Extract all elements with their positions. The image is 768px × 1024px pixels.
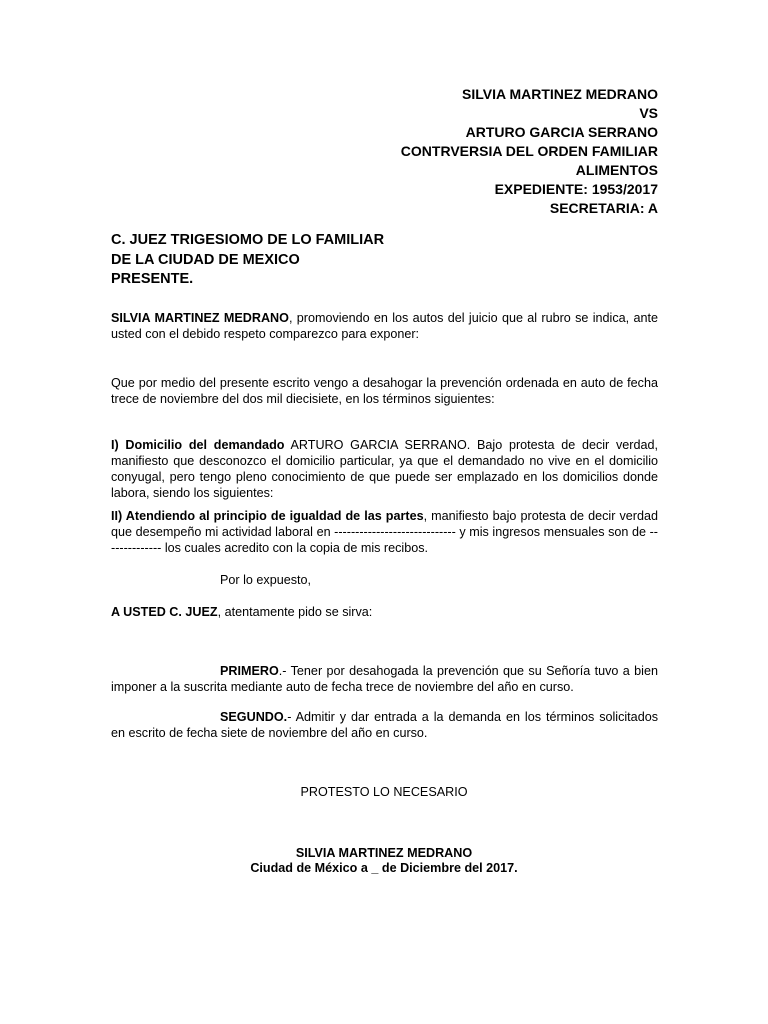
protesto-line: PROTESTO LO NECESARIO [300, 785, 468, 799]
heading-file-number: EXPEDIENTE: 1953/2017 [494, 181, 658, 197]
segundo-paragraph [111, 709, 658, 741]
usted-paragraph [111, 604, 658, 620]
heading-defendant: ARTURO GARCIA SERRANO [465, 124, 658, 140]
domicilio-text: ARTURO GARCIA SERRANO. Bajo protesta de decir verdad, manifiesto que desconozco el domicilio particular, ya que el demandado no vive en el domicilio conyugal, pero tengo pleno conocimiento de que puede ser emplazado en los domicilios donde labora, siendo los siguientes: [111, 438, 658, 500]
addressee-judge: C. JUEZ TRIGESIOMO DE LO FAMILIAR [111, 232, 385, 248]
heading-secretary: SECRETARIA: A [549, 200, 658, 216]
expuesto-text: Por lo expuesto, [220, 573, 312, 587]
prevencion-paragraph [111, 375, 658, 407]
domicilio-label: I) Domicilio del demandado [111, 438, 285, 452]
expuesto-paragraph [111, 572, 658, 588]
signature-place-date: Ciudad de México a _ de Diciembre del 2017. [250, 861, 518, 875]
igualdad-paragraph [111, 508, 658, 556]
signature-block [0, 846, 768, 876]
domicilio-paragraph [111, 437, 658, 501]
case-heading [401, 85, 658, 218]
addressee-city: DE LA CIUDAD DE MEXICO [111, 251, 300, 268]
heading-subject: ALIMENTOS [575, 162, 658, 178]
primero-text: .- Tener por desahogada la prevención que su Señoría tuvo a bien imponer a la suscrita mediante auto de fecha trece de noviembre del año en curso. [111, 664, 658, 694]
intro-name: SILVIA MARTINEZ MEDRANO [111, 311, 289, 325]
signature-name: SILVIA MARTINEZ MEDRANO [295, 846, 473, 860]
igualdad-label: II) Atendiendo al principio de igualdad de las partes [111, 509, 424, 523]
heading-case-type: CONTRVERSIA DEL ORDEN FAMILIAR [400, 143, 658, 159]
segundo-label: SEGUNDO. [220, 710, 288, 724]
usted-label: A USTED C. JUEZ [111, 605, 218, 619]
intro-paragraph [111, 310, 658, 342]
addressee-present: PRESENTE. [111, 271, 194, 287]
segundo-text: - Admitir y dar entrada a la demanda en los términos solicitados en escrito de fecha siete de noviembre del año en curso. [111, 710, 658, 740]
primero-label: PRIMERO [220, 664, 279, 678]
usted-text: , atentamente pido se sirva: [217, 605, 373, 619]
heading-plaintiff: SILVIA MARTINEZ MEDRANO [462, 86, 658, 102]
intro-text: , promoviendo en los autos del juicio que al rubro se indica, ante usted con el debido respeto comparezco para exponer: [111, 311, 658, 341]
prevencion-text: Que por medio del presente escrito vengo a desahogar la prevención ordenada en auto de fecha trece de noviembre del dos mil diecisiete, en los términos siguientes: [111, 376, 658, 406]
primero-paragraph [111, 663, 658, 695]
igualdad-text: , manifiesto bajo protesta de decir verdad que desempeño mi actividad laboral en ----------------------------- y mis ingresos mensuales son de -------------- los cuales acredito con la copia de mis recibos. [111, 509, 658, 555]
heading-versus: VS [639, 105, 658, 121]
addressee-block [111, 231, 384, 290]
